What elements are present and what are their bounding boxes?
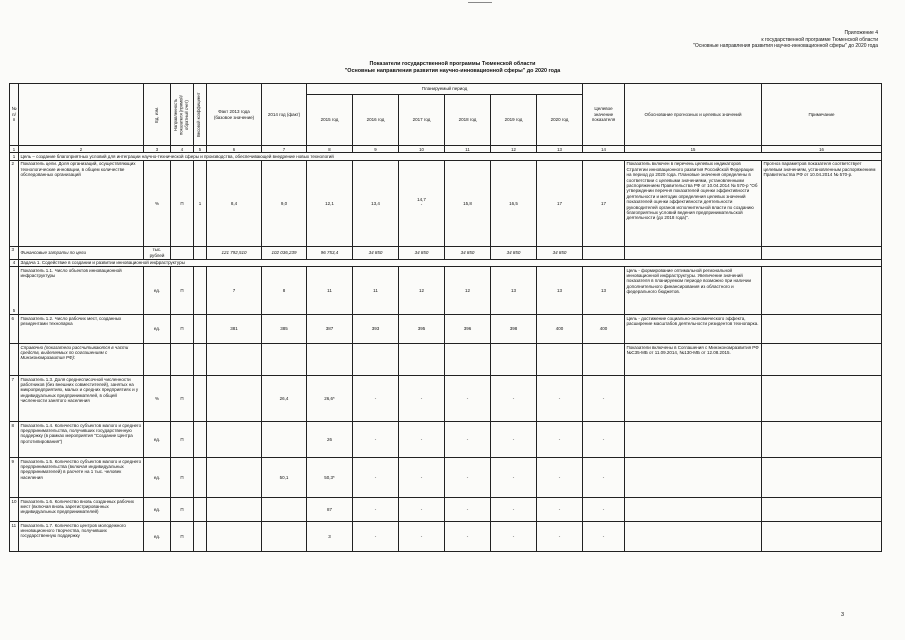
header-fact-2014: 2014 год (факт) <box>262 84 307 146</box>
weight-cell <box>194 246 207 259</box>
fact-2013-cell <box>207 458 262 498</box>
justification-cell <box>625 458 762 498</box>
target-cell: - <box>583 422 625 458</box>
target-cell <box>583 246 625 259</box>
year-cell: - <box>399 376 445 422</box>
indicator-name: Показатель цели. Доля организаций, осуществляющих технологические инновации, в общем количестве обследованных организаций <box>19 160 144 246</box>
appendix-line-2: к государственной программе Тюменской области <box>761 36 878 43</box>
year-cell: - <box>445 522 491 552</box>
direction-cell <box>171 344 194 376</box>
header-unit <box>144 84 171 146</box>
direction-cell: П <box>171 458 194 498</box>
target-cell: 17 <box>583 160 625 246</box>
year-cell: 96 753,4 <box>307 246 353 259</box>
note-cell <box>762 458 882 498</box>
year-cell: 26,6* <box>307 376 353 422</box>
table-row <box>10 376 882 422</box>
target-cell: - <box>583 522 625 552</box>
year-cell: - <box>399 522 445 552</box>
unit-cell: ед. <box>144 267 171 315</box>
header-num: № п/п <box>10 84 19 146</box>
unit-cell: ед. <box>144 458 171 498</box>
colnum: 3 <box>144 146 171 153</box>
row-num: 7 <box>10 376 19 422</box>
year-cell: 13 <box>491 267 537 315</box>
year-cell: 15,8 <box>445 160 491 246</box>
header-name <box>19 84 144 146</box>
header-target: Целевое значение показателя <box>583 84 625 146</box>
justification-cell: Показатели включены в Соглашения с Минэкономразвития РФ №С35-МБ от 11.09.2014, №130-МБ от 12.08.2015. <box>625 344 762 376</box>
year-cell <box>445 344 491 376</box>
year-cell: 50,3* <box>307 458 353 498</box>
indicator-name: Показатель 1.4. Количество субъектов малого и среднего предпринимательства, получивших государственную поддержку (в рамках мероприятия "Создание Центра прототипирования") <box>19 422 144 458</box>
task-row <box>10 259 882 266</box>
justification-cell: Цель - формирование оптимальной региональной инновационной инфраструктуры. Увеличение значений показателя в планируемом периоде возможно при наличии дополнительного финансирования из областного и федерального бюджетов. <box>625 267 762 315</box>
year-cell: 396 <box>445 315 491 344</box>
year-cell: - <box>537 458 583 498</box>
direction-cell <box>171 246 194 259</box>
year-cell <box>399 344 445 376</box>
row-num: 1 <box>10 153 19 160</box>
year-cell: 393 <box>353 315 399 344</box>
row-num: 2 <box>10 160 19 246</box>
year-cell: - <box>353 422 399 458</box>
row-num <box>10 344 19 376</box>
table-row <box>10 267 882 315</box>
year-cell: - <box>491 522 537 552</box>
row-num: 10 <box>10 498 19 522</box>
year-cell: 17 <box>537 160 583 246</box>
year-cell: - <box>491 458 537 498</box>
scan-mark <box>468 2 492 3</box>
colnum: 10 <box>399 146 445 153</box>
year-cell: 11 <box>307 267 353 315</box>
year-cell: - <box>537 498 583 522</box>
direction-cell: П <box>171 160 194 246</box>
weight-cell <box>194 267 207 315</box>
justification-cell: Цель - достижение социально-экономического эффекта, расширение масштабов деятельности резидентов технопарка. <box>625 315 762 344</box>
year-cell: 16,5 <box>491 160 537 246</box>
year-cell <box>537 344 583 376</box>
table-row <box>10 458 882 498</box>
unit-cell: ед. <box>144 315 171 344</box>
colnum: 7 <box>262 146 307 153</box>
colnum: 16 <box>762 146 882 153</box>
unit-cell: ед. <box>144 522 171 552</box>
note-cell <box>762 498 882 522</box>
year-cell: 387 <box>307 315 353 344</box>
fact-2013-cell <box>207 522 262 552</box>
note-cell <box>762 315 882 344</box>
row-num: 4 <box>10 259 19 266</box>
column-numbers-row <box>10 146 882 153</box>
justification-cell <box>625 498 762 522</box>
indicator-name: Справочно (показатели рассчитываются в части средств, выделяемых по соглашениям с Минэкономразвития РФ): <box>19 344 144 376</box>
table-row <box>10 344 882 376</box>
header-year-2017: 2017 год <box>399 95 445 146</box>
appendix-note <box>578 30 878 50</box>
year-cell: - <box>537 522 583 552</box>
year-cell: 26 <box>307 422 353 458</box>
row-num: 3 <box>10 246 19 259</box>
goal-text: Цель – создание благоприятных условий для интеграции научно-технической сферы и производства, обеспечивающей внедрение новых технологий <box>19 153 882 160</box>
weight-cell <box>194 458 207 498</box>
note-cell <box>762 376 882 422</box>
target-cell: - <box>583 458 625 498</box>
appendix-line-1: Приложение 4 <box>844 30 878 36</box>
year-cell: 11 <box>353 267 399 315</box>
year-cell: - <box>445 376 491 422</box>
unit-cell: ед. <box>144 422 171 458</box>
colnum: 14 <box>583 146 625 153</box>
weight-cell <box>194 315 207 344</box>
note-cell <box>762 344 882 376</box>
header-year-2015: 2015 год <box>307 95 353 146</box>
direction-cell: П <box>171 315 194 344</box>
colnum: 4 <box>171 146 194 153</box>
appendix-line-3: "Основные направления развития научно-инновационной сферы" до 2020 года <box>693 43 878 49</box>
year-cell: - <box>399 458 445 498</box>
year-cell: - <box>353 522 399 552</box>
colnum: 9 <box>353 146 399 153</box>
colnum: 1 <box>10 146 19 153</box>
indicators-table <box>9 83 882 552</box>
weight-cell <box>194 422 207 458</box>
year-cell: 34 850 <box>537 246 583 259</box>
unit-cell: тыс. рублей <box>144 246 171 259</box>
year-cell <box>491 344 537 376</box>
target-cell: 400 <box>583 315 625 344</box>
justification-cell <box>625 422 762 458</box>
row-num: 9 <box>10 458 19 498</box>
header-planned-period: Планируемый период <box>307 84 583 95</box>
year-cell <box>353 344 399 376</box>
title-line-1: Показатели государственной программы Тюменской области <box>369 61 536 67</box>
year-cell: - <box>445 458 491 498</box>
row-num: 8 <box>10 422 19 458</box>
goal-row <box>10 153 882 160</box>
fact-2014-cell <box>262 422 307 458</box>
fact-2014-cell: 50,1 <box>262 458 307 498</box>
note-cell: Прогноз параметров показателя соответствует целевым значениям, установленным распоряжением Правительства РФ от 10.04.2014 № 570-р. <box>762 160 882 246</box>
fact-2013-cell: 381 <box>207 315 262 344</box>
row-num: 5 <box>10 267 19 315</box>
year-cell: - <box>353 376 399 422</box>
colnum: 13 <box>537 146 583 153</box>
target-cell: 13 <box>583 267 625 315</box>
justification-cell: Показатель включен в перечень целевых индикаторов Стратегии инновационного развития Российской Федерации на период до 2020 года. Плановые значения определены в соответствии с целевыми значениями, установленными распоряжением Правительства РФ от 10.04.2014 № 570-р "Об утверждении перечня показателей оценки эффективности деятельности и методик определения целевых значений показателей оценки эффективности деятельности руководителей органов исполнительной власти по созданию благоприятных условий ведения предпринимательской деятельности (до 2018 года)". <box>625 160 762 246</box>
header-year-2020: 2020 год <box>537 95 583 146</box>
unit-cell: % <box>144 160 171 246</box>
fact-2014-cell: 9,0 <box>262 160 307 246</box>
year-value: 14,7 <box>417 196 426 202</box>
year-cell: 13,4 <box>353 160 399 246</box>
header-year-2016: 2016 год <box>353 95 399 146</box>
fact-2014-cell: 385 <box>262 315 307 344</box>
direction-cell: П <box>171 498 194 522</box>
year-dash: - <box>420 202 423 208</box>
table-row <box>10 246 882 259</box>
year-cell: 13 <box>537 267 583 315</box>
year-cell: - <box>399 422 445 458</box>
colnum: 12 <box>491 146 537 153</box>
year-cell <box>307 344 353 376</box>
fact-2014-cell: 8 <box>262 267 307 315</box>
note-cell <box>762 522 882 552</box>
year-cell: 12,1 <box>307 160 353 246</box>
year-cell: - <box>445 498 491 522</box>
year-cell: 12 <box>445 267 491 315</box>
year-cell: 12 <box>399 267 445 315</box>
header-unit-text: Ед. изм. <box>154 106 160 123</box>
colnum: 6 <box>207 146 262 153</box>
year-cell: 34 850 <box>353 246 399 259</box>
fact-2014-cell: 26,4 <box>262 376 307 422</box>
indicator-name: Финансовые затраты по цели <box>19 246 144 259</box>
target-cell: - <box>583 498 625 522</box>
indicator-name: Показатель 1.3. Доля среднесписочной численности работников (без внешних совместителей), занятых на микропредприятиях, малых и средних предприятиях и у индивидуальных предпринимателей, в общей численности занятого населения <box>19 376 144 422</box>
fact-2013-cell <box>207 344 262 376</box>
indicator-name: Показатель 1.7. Количество центров молодежного инновационного творчества, получивших государственную поддержку <box>19 522 144 552</box>
table-row <box>10 522 882 552</box>
table-row <box>10 498 882 522</box>
document-title <box>0 61 905 74</box>
unit-cell: ед. <box>144 498 171 522</box>
page-number: 3 <box>841 612 845 618</box>
header-direction-text: Направленность показателя (прямой/обратный счет) <box>172 94 189 135</box>
note-cell <box>762 422 882 458</box>
year-cell <box>399 160 445 246</box>
header-note: Примечание <box>762 84 882 146</box>
fact-2013-cell <box>207 376 262 422</box>
note-cell <box>762 246 882 259</box>
weight-cell <box>194 376 207 422</box>
header-justification: Обоснование прогнозных и целевых значений <box>625 84 762 146</box>
direction-cell: П <box>171 267 194 315</box>
fact-2013-cell: 8,4 <box>207 160 262 246</box>
direction-cell: П <box>171 376 194 422</box>
direction-cell: П <box>171 522 194 552</box>
year-cell: 34 850 <box>445 246 491 259</box>
indicator-name: Показатель 1.6. Количество вновь созданных рабочих мест (включая вновь зарегистрированных индивидуальных предпринимателей) <box>19 498 144 522</box>
weight-cell <box>194 522 207 552</box>
year-cell: - <box>537 376 583 422</box>
title-line-2: "Основные направления развития научно-инновационной сферы" до 2020 года <box>344 67 561 74</box>
fact-2013-cell: 7 <box>207 267 262 315</box>
year-cell: 398 <box>491 315 537 344</box>
unit-cell: % <box>144 376 171 422</box>
year-cell: 395 <box>399 315 445 344</box>
year-cell: - <box>353 498 399 522</box>
header-weight <box>194 84 207 146</box>
fact-2014-cell <box>262 498 307 522</box>
weight-cell <box>194 498 207 522</box>
header-fact-2013: Факт 2013 года (базовое значение) <box>207 84 262 146</box>
year-cell: - <box>491 422 537 458</box>
justification-cell <box>625 376 762 422</box>
year-cell: 34 850 <box>491 246 537 259</box>
direction-cell: П <box>171 422 194 458</box>
indicator-name: Показатель 1.2. Число рабочих мест, созданных резидентами технопарка <box>19 315 144 344</box>
header-year-2019: 2019 год <box>491 95 537 146</box>
fact-2013-cell: 121 792,510 <box>207 246 262 259</box>
table-row <box>10 160 882 246</box>
year-cell: 400 <box>537 315 583 344</box>
target-cell <box>583 344 625 376</box>
task-text: Задача 1. Содействие в создании и развитии инновационной инфраструктуры <box>19 259 882 266</box>
year-cell: - <box>445 422 491 458</box>
fact-2014-cell: 102 036,239 <box>262 246 307 259</box>
target-cell: - <box>583 376 625 422</box>
fact-2013-cell <box>207 498 262 522</box>
year-cell: 87 <box>307 498 353 522</box>
year-cell: - <box>353 458 399 498</box>
header-weight-text: Весовой коэффициент <box>195 92 201 137</box>
colnum: 11 <box>445 146 491 153</box>
header-year-2018: 2018 год <box>445 95 491 146</box>
colnum: 15 <box>625 146 762 153</box>
justification-cell <box>625 522 762 552</box>
note-cell <box>762 267 882 315</box>
indicator-name: Показатель 1.1. Число объектов инновационной инфраструктуры <box>19 267 144 315</box>
year-cell: - <box>491 376 537 422</box>
header-direction <box>171 84 194 146</box>
indicator-name: Показатель 1.5. Количество субъектов малого и среднего предпринимательства (включая индивидуальных предпринимателей) в расчете на 1 тыс. человек населения <box>19 458 144 498</box>
colnum: 8 <box>307 146 353 153</box>
year-cell: - <box>399 498 445 522</box>
year-cell: - <box>491 498 537 522</box>
year-cell: - <box>537 422 583 458</box>
fact-2014-cell <box>262 522 307 552</box>
row-num: 11 <box>10 522 19 552</box>
table-row <box>10 315 882 344</box>
colnum: 2 <box>19 146 144 153</box>
weight-cell <box>194 344 207 376</box>
table-row <box>10 422 882 458</box>
justification-cell <box>625 246 762 259</box>
year-cell: 34 850 <box>399 246 445 259</box>
colnum: 5 <box>194 146 207 153</box>
weight-cell: 1 <box>194 160 207 246</box>
unit-cell <box>144 344 171 376</box>
fact-2014-cell <box>262 344 307 376</box>
row-num: 6 <box>10 315 19 344</box>
year-cell: 3 <box>307 522 353 552</box>
fact-2013-cell <box>207 422 262 458</box>
